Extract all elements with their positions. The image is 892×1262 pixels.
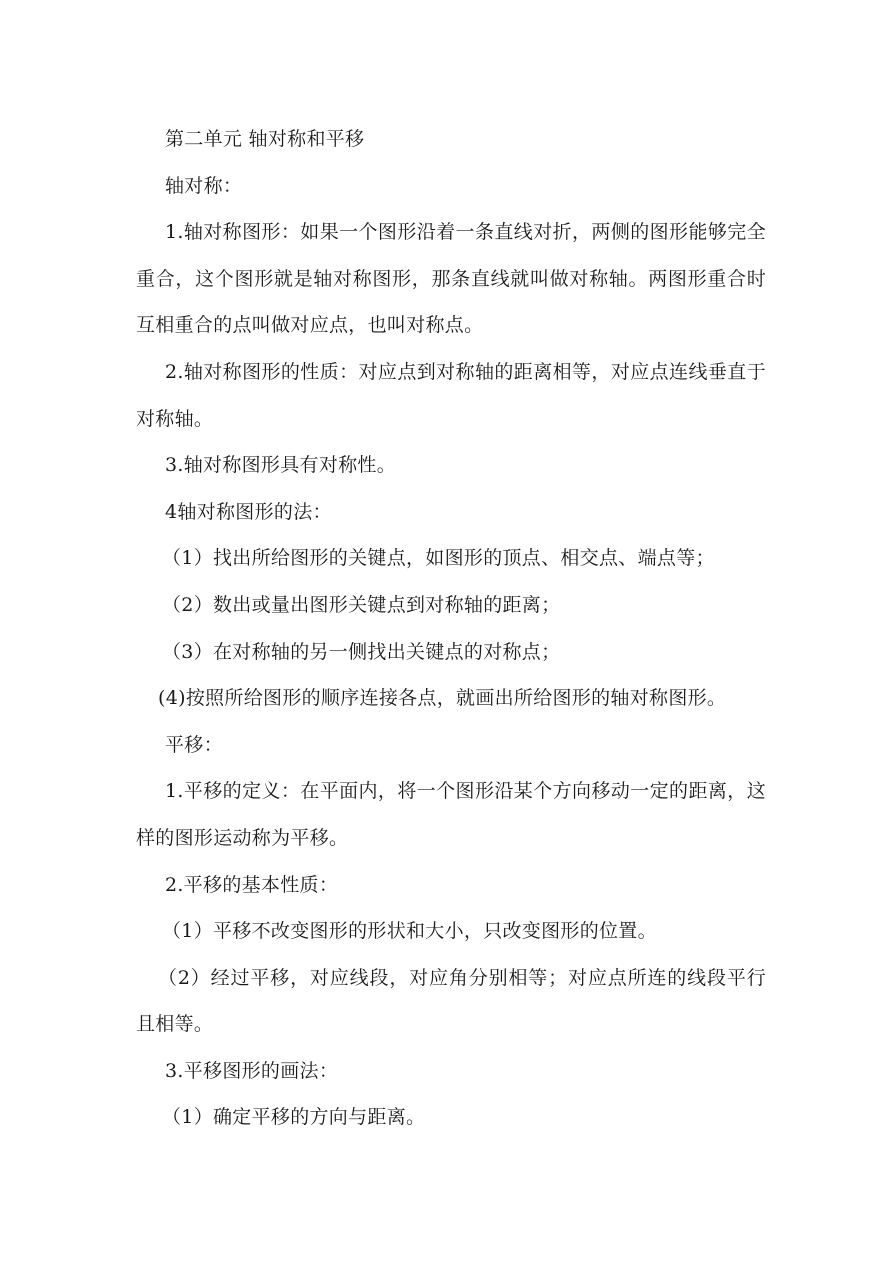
drawing-step-1: （1）确定平移的方向与距离。 bbox=[162, 1106, 426, 1129]
section-heading-axial-symmetry: 轴对称： bbox=[165, 174, 243, 197]
paragraph-translation-properties: 2.平移的基本性质： bbox=[165, 873, 339, 896]
paragraph-translation-drawing: 3.平移图形的画法： bbox=[165, 1059, 339, 1082]
method-step-1: （1）找出所给图形的关键点，如图形的顶点、相交点、端点等； bbox=[162, 547, 715, 570]
section-heading-translation: 平移： bbox=[165, 733, 223, 756]
paragraph-symmetry: 3.轴对称图形具有对称性。 bbox=[165, 454, 397, 477]
unit-title: 第二单元 轴对称和平移 bbox=[165, 128, 365, 150]
paragraph-method-heading: 4轴对称图形的法： bbox=[165, 500, 332, 523]
translation-property-1: （1）平移不改变图形的形状和大小，只改变图形的位置。 bbox=[162, 920, 657, 943]
method-step-3: （3）在对称轴的另一侧找出关键点的对称点； bbox=[162, 640, 561, 663]
method-step-4: (4)按照所给图形的顺序连接各点，就画出所给图形的轴对称图形。 bbox=[158, 687, 727, 710]
document-body bbox=[136, 116, 766, 1141]
paragraph-translation-definition: 1.平移的定义：在平面内，将一个图形沿某个方向移动一定的距离，这样的图形运动称为平移。 bbox=[136, 780, 766, 849]
paragraph-properties: 2.轴对称图形的性质：对应点到对称轴的距离相等，对应点连线垂直于对称轴。 bbox=[136, 360, 766, 430]
method-step-2: （2）数出或量出图形关键点到对称轴的距离； bbox=[162, 593, 561, 616]
translation-property-2: （2）经过平移，对应线段，对应角分别相等；对应点所连的线段平行且相等。 bbox=[136, 966, 766, 1036]
paragraph-definition: 1.轴对称图形：如果一个图形沿着一条直线对折，两侧的图形能够完全重合，这个图形就是轴对称图形，那条直线就叫做对称轴。两图形重合时互相重合的点叫做对应点，也叫对称点。 bbox=[136, 221, 766, 337]
